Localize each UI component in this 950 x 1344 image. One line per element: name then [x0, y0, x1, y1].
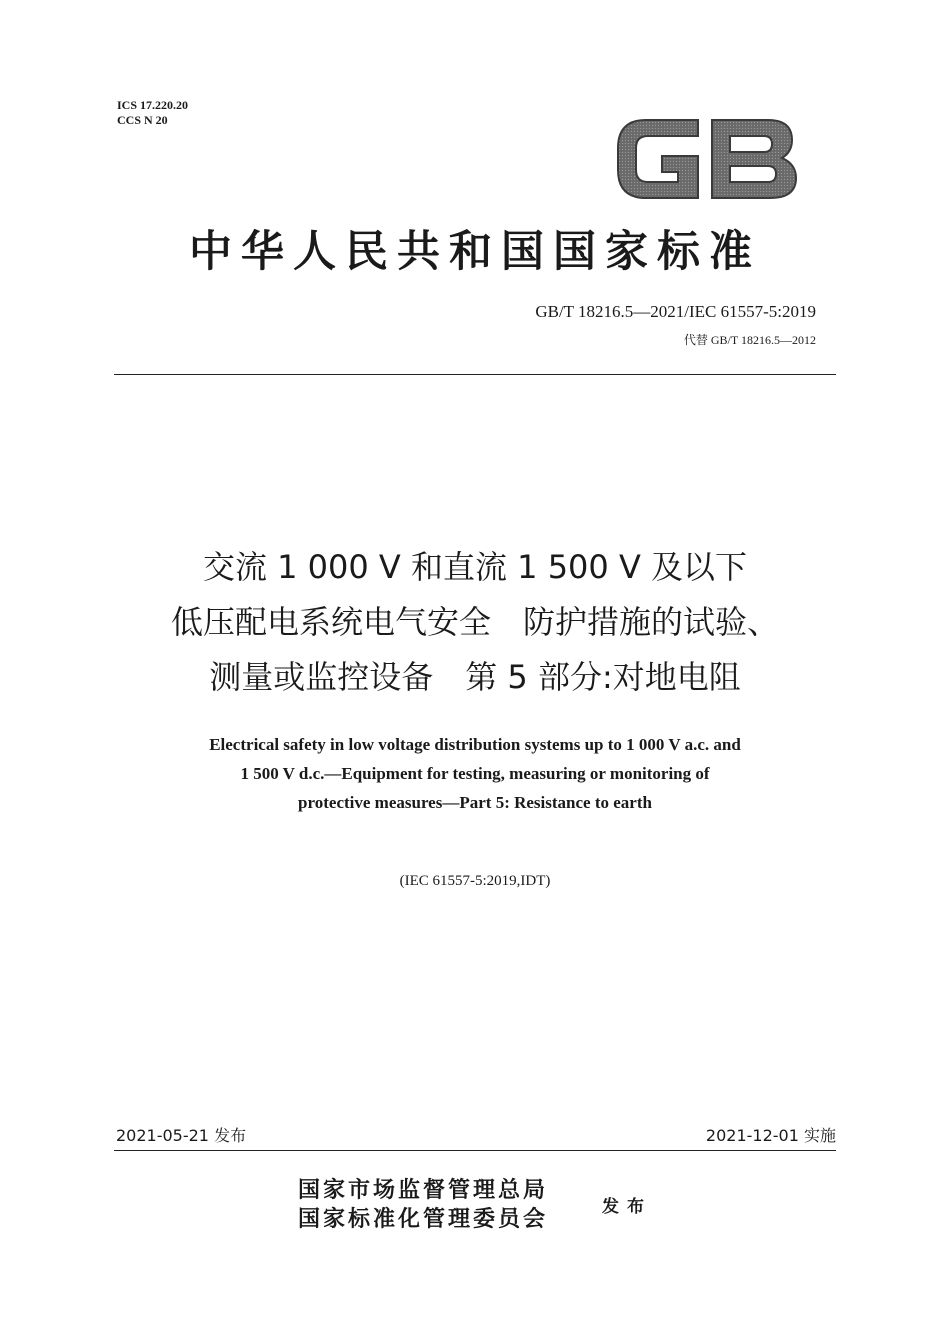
iec-equivalence: (IEC 61557-5:2019,IDT)	[399, 873, 551, 889]
replaces-standard: 代替 GB/T 18216.5—2012	[683, 333, 816, 347]
title-english-line-3: protective measures—Part 5: Resistance to earth	[298, 793, 652, 812]
issuing-authorities	[298, 1176, 548, 1234]
standard-number: GB/T 18216.5—2021/IEC 61557-5:2019	[535, 302, 816, 321]
classification-codes	[117, 98, 188, 128]
title-chinese-line-1: 交流 1 000 V 和直流 1 500 V 及以下	[202, 548, 748, 586]
gb-letter-b	[712, 120, 796, 198]
issue-date: 2021-05-21 发布	[116, 1126, 247, 1145]
implementation-date: 2021-12-01 实施	[705, 1126, 836, 1145]
header-divider	[114, 374, 836, 375]
ics-code: ICS 17.220.20	[117, 98, 189, 112]
title-chinese-line-3: 测量或监控设备 第 5 部分:对地电阻	[209, 658, 741, 696]
issue-label: 发布	[602, 1197, 652, 1217]
title-english-line-2: 1 500 V d.c.—Equipment for testing, measuring or monitoring of	[240, 764, 710, 783]
footer-divider	[114, 1150, 836, 1151]
gb-logo-graphic	[612, 106, 802, 212]
issuer-sac: 国家标准化管理委员会	[298, 1206, 549, 1232]
issuer-samr: 国家市场监督管理总局	[298, 1177, 549, 1203]
title-chinese-line-2: 低压配电系统电气安全 防护措施的试验、	[170, 603, 779, 641]
title-chinese	[80, 540, 870, 705]
title-english	[100, 730, 850, 817]
national-standard-title: 中华人民共和国国家标准	[189, 227, 761, 277]
gb-logo	[612, 106, 802, 212]
ccs-code: CCS N 20	[117, 113, 168, 127]
gb-letter-g	[618, 120, 698, 198]
title-english-line-1: Electrical safety in low voltage distribution systems up to 1 000 V a.c. and	[209, 735, 741, 754]
